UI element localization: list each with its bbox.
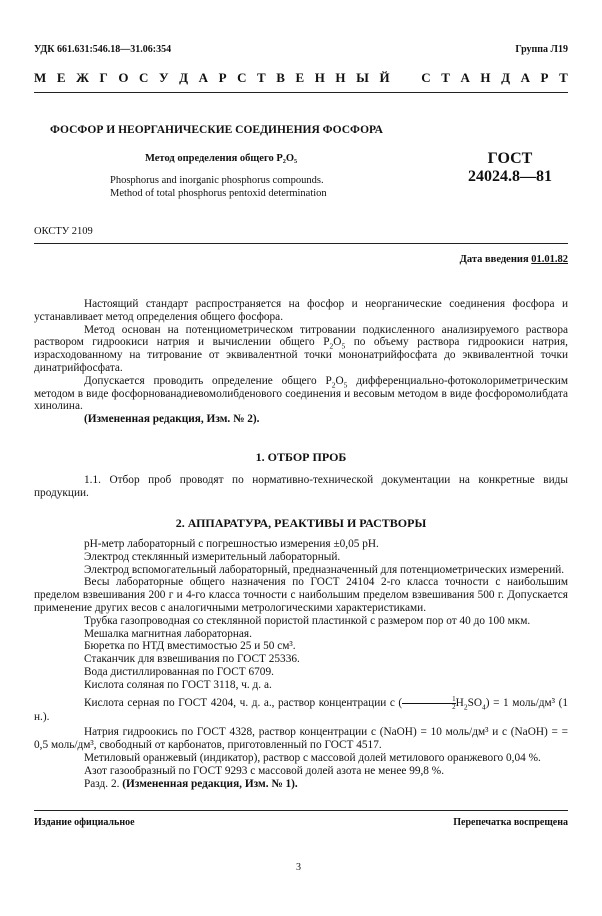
banner-letter: Е — [56, 70, 66, 85]
banner-letter: У — [158, 70, 169, 85]
list-item: Электрод вспомогательный лабораторный, предназначенный для потенциометрических измерений. — [84, 563, 565, 576]
banner-letter: Д — [179, 70, 189, 85]
banner-letter: В — [276, 70, 285, 85]
banner-letter: Д — [501, 70, 511, 85]
udk-code: УДК 661.631:546.18—31.06:354 — [34, 44, 172, 55]
banner-letter: А — [198, 70, 208, 85]
naoh-item: Натрия гидроокись по ГОСТ 4328, раствор концентрации c (NaOH) = 10 моль/дм³ и c (NaOH) = = 0,5 моль/дм³, свободный от карбонатов, приготовленный по ГОСТ 4517. — [34, 726, 568, 752]
list-item: Вода дистиллированная по ГОСТ 6709. — [84, 665, 274, 678]
section-2-amendment: Разд. 2. (Измененная редакция, Изм. № 1). — [84, 777, 298, 790]
banner-letter: Н — [480, 70, 491, 85]
okstu-divider — [34, 243, 568, 244]
footer-divider — [34, 810, 568, 811]
gost-label: ГОСТ — [487, 150, 533, 167]
list-item: Электрод стеклянный измерительный лабораторный. — [84, 550, 341, 563]
banner-letter: Ы — [356, 70, 369, 85]
intro-paragraph-2: Метод основан на потенциометрическом титровании подкисленного анализируемого раствора раствором гидроокиси натрия и вычислении общего $P_2O_5$ по объему раствора гидроокиси натрия, израсходованному на титрование от эквивалентной точки мононатрийфосфата до эквивалентной точки динатрийфосфата. — [34, 323, 568, 374]
banner-letter: Г — [99, 70, 108, 85]
section-1-text: 1.1. Отбор проб проводят по нормативно-технической документации на конкретные виды продукции. — [34, 474, 568, 499]
banner-letter: Т — [441, 70, 450, 85]
document-title: ФОСФОР И НЕОРГАНИЧЕСКИЕ СОЕДИНЕНИЯ ФОСФОРА — [50, 124, 383, 136]
list-item: Бюретка по НТД вместимостью 25 и 50 см³. — [84, 640, 296, 653]
intro-date — [460, 254, 568, 265]
list-item: Трубка газопроводная со стеклянной пористой пластинкой с размером пор от 40 до 100 мкм. — [84, 614, 531, 627]
banner-letter: С — [237, 70, 247, 85]
intro-date-value: 01.01.82 — [531, 254, 568, 265]
group-code: Группа Л19 — [515, 44, 568, 55]
banner-letter: Т — [559, 70, 568, 85]
banner-letter: С — [139, 70, 149, 85]
top-divider — [34, 92, 568, 93]
fraction-one-half: $\frac{1}{2}$ — [402, 696, 456, 711]
banner-letter: М — [34, 70, 47, 85]
section-2-list — [34, 538, 568, 790]
gost-designation — [460, 150, 560, 186]
intro-date-label: Дата введения — [459, 254, 529, 265]
standard-banner — [34, 70, 568, 86]
list-item: Весы лабораторные общего назначения по ГОСТ 24104 2-го класса точности с наибольшим пределом взвешивания 200 г и 4-го класса точности с наибольшим пределом взвешивания 500 г. Допускается применение других весов с аналогичными метрологическими характеристиками. — [34, 576, 568, 614]
banner-letter: А — [460, 70, 470, 85]
page-number: 3 — [296, 862, 301, 873]
english-title — [110, 174, 327, 200]
list-item: Стаканчик для взвешивания по ГОСТ 25336. — [84, 653, 300, 666]
intro-amendment: (Измененная редакция, Изм. № 2). — [84, 413, 260, 426]
english-title-line2: Method of total phosphorus pentoxid determination — [110, 188, 327, 199]
sulfuric-acid-item: Кислота серная по ГОСТ 4204, ч. д. а., раствор концентрации c ( $\frac{1}{2}$ $H_2SO_4) = 1$ моль/дм³ (1 н.). — [34, 694, 568, 723]
banner-letter: О — [118, 70, 129, 85]
list-item: pH-метр лабораторный с погрешностью измерения ±0,05 pH. — [84, 538, 379, 550]
banner-letter: Й — [379, 70, 390, 85]
list-item: Мешалка магнитная лабораторная. — [84, 627, 252, 640]
section-1-heading: 1. ОТБОР ПРОБ — [255, 450, 347, 464]
intro-section — [34, 298, 568, 426]
banner-letter: Т — [257, 70, 266, 85]
english-title-line1: Phosphorus and inorganic phosphorus compounds. — [110, 175, 324, 186]
method-title: Метод определения общего P₂O₅ — [145, 153, 298, 164]
banner-letter: С — [421, 70, 431, 85]
banner-letter: Е — [295, 70, 305, 85]
methyl-orange-item: Метиловый оранжевый (индикатор), раствор с массовой долей метилового оранжевого 0,04 %. — [84, 751, 541, 764]
banner-letter: Р — [218, 70, 227, 85]
reprint-prohibited: Перепечатка воспрещена — [453, 817, 568, 828]
nitrogen-item: Азот газообразный по ГОСТ 9293 с массовой долей азота не менее 99,8 %. — [84, 764, 445, 777]
okstu-code: ОКСТУ 2109 — [34, 226, 93, 237]
banner-letter: Н — [335, 70, 346, 85]
official-edition: Издание официальное — [34, 817, 135, 828]
banner-letter: Н — [314, 70, 325, 85]
banner-letter: Ж — [76, 70, 89, 85]
gost-number: 24024.8—81 — [468, 168, 552, 185]
intro-paragraph-3: Допускается проводить определение общего $P_2O_5$ дифференциально-фотоколориметрическим методом в виде фосфорнованадиевомолибденового соединения и весовым методом в виде фосфоромолибдата хинолина. — [34, 374, 568, 413]
section-2-heading: 2. АППАРАТУРА, РЕАКТИВЫ И РАСТВОРЫ — [175, 516, 427, 530]
list-item: Кислота соляная по ГОСТ 3118, ч. д. а. — [84, 678, 272, 691]
intro-paragraph-1: Настоящий стандарт распространяется на фосфор и неорганические соединения фосфора и устанавливает метод определения общего фосфора. — [34, 298, 568, 323]
banner-letter: Р — [540, 70, 549, 85]
banner-letter: А — [520, 70, 530, 85]
